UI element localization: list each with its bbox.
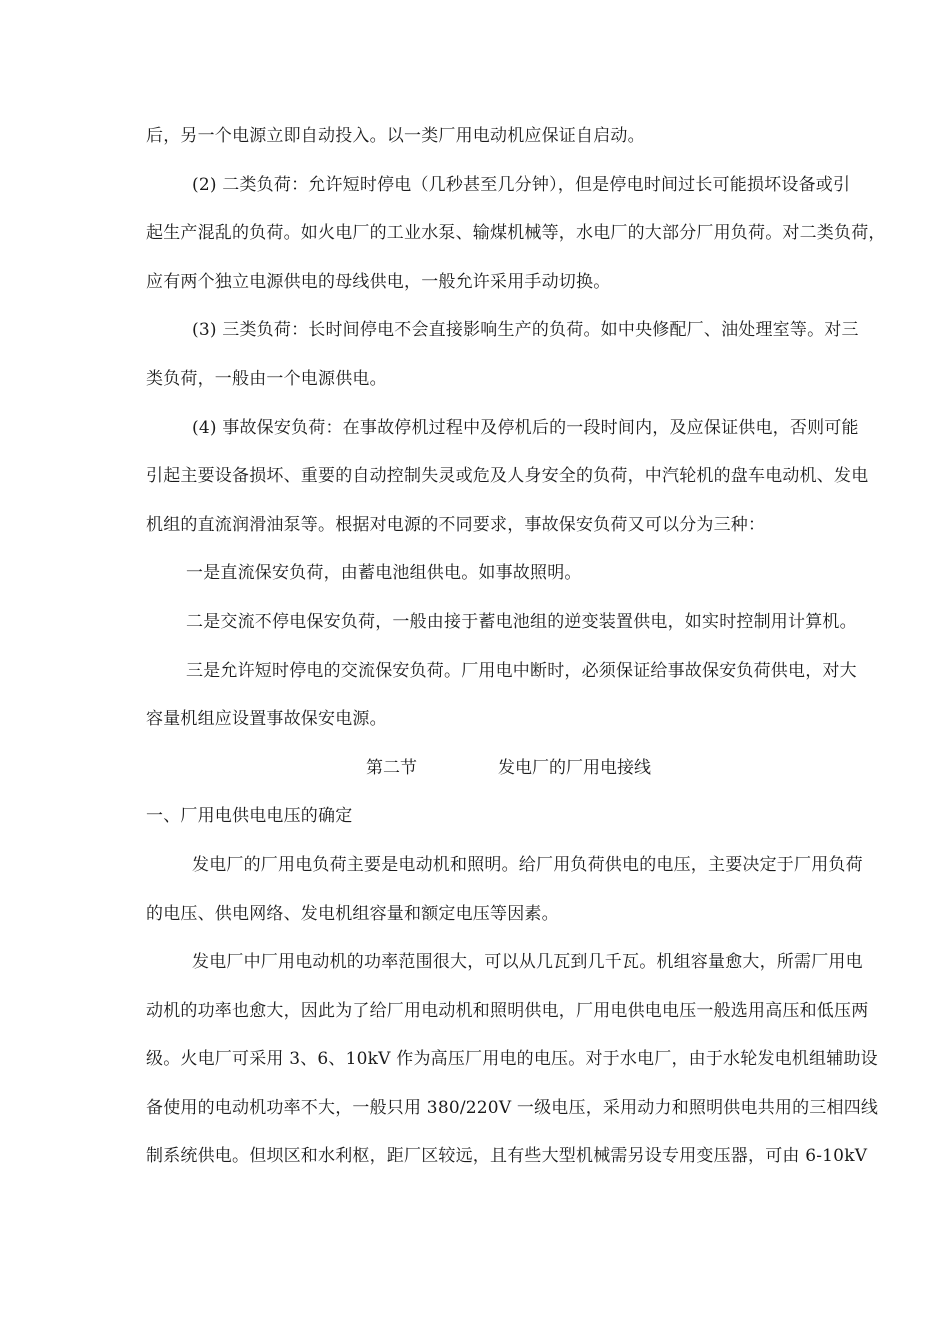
paragraph-line: 三是允许短时停电的交流保安负荷。厂用电中断时，必须保证给事故保安负荷供电，对大 [186, 660, 857, 681]
paragraph-line: 发电厂中厂用电动机的功率范围很大，可以从几瓦到几千瓦。机组容量愈大，所需厂用电 [192, 952, 863, 973]
section-title: 发电厂的厂用电接线 [498, 757, 651, 778]
paragraph-line: 后，另一个电源立即自动投入。以一类厂用电动机应保证自启动。 [146, 126, 645, 146]
paragraph-line: 容量机组应设置事故保安电源。 [146, 709, 387, 730]
paragraph-line: 备使用的电动机功率不大，一般只用 380/220V 一级电压，采用动力和照明供电共用的三相四线 [146, 1097, 879, 1118]
paragraph-line: 发电厂的厂用电负荷主要是电动机和照明。给厂用负荷供电的电压，主要决定于厂用负荷 [192, 854, 863, 875]
paragraph-line: 级。火电厂可采用 3、6、10kV 作为高压厂用电的电压。对于水电厂，由于水轮发电机组辅助设 [146, 1049, 878, 1070]
paragraph-line: 起生产混乱的负荷。如火电厂的工业水泵、输煤机械等，水电厂的大部分厂用负荷。对二类负荷， [146, 223, 886, 244]
document-page [146, 112, 886, 1181]
section-heading [146, 744, 811, 793]
paragraph-line: (3) 三类负荷：长时间停电不会直接影响生产的负荷。如中央修配厂、油处理室等。对三 [192, 320, 859, 341]
paragraph-line: 应有两个独立电源供电的母线供电，一般允许采用手动切换。 [146, 271, 611, 292]
section-number: 第二节 [366, 757, 417, 778]
paragraph-line: 的电压、供电网络、发电机组容量和额定电压等因素。 [146, 903, 559, 924]
paragraph-line: 引起主要设备损坏、重要的自动控制失灵或危及人身安全的负荷，中汽轮机的盘车电动机、发电 [146, 466, 869, 487]
paragraph-line: 二是交流不停电保安负荷，一般由接于蓄电池组的逆变装置供电，如实时控制用计算机。 [186, 611, 857, 632]
subheading: 一、厂用电供电电压的确定 [146, 806, 353, 827]
paragraph-line: (4) 事故保安负荷：在事故停机过程中及停机后的一段时间内，及应保证供电，否则可能 [192, 417, 859, 438]
paragraph-line: (2) 二类负荷：允许短时停电（几秒甚至几分钟），但是停电时间过长可能损坏设备或引 [192, 174, 851, 195]
paragraph-line: 机组的直流润滑油泵等。根据对电源的不同要求，事故保安负荷又可以分为三种： [146, 514, 766, 535]
paragraph-line: 动机的功率也愈大，因此为了给厂用电动机和照明供电，厂用电供电电压一般选用高压和低压两 [146, 1000, 869, 1021]
paragraph-line: 制系统供电。但坝区和水利枢，距厂区较远，且有些大型机械需另设专用变压器，可由 6-10kV [146, 1146, 868, 1167]
paragraph-line: 一是直流保安负荷，由蓄电池组供电。如事故照明。 [186, 563, 582, 584]
paragraph-line: 类负荷，一般由一个电源供电。 [146, 368, 387, 389]
